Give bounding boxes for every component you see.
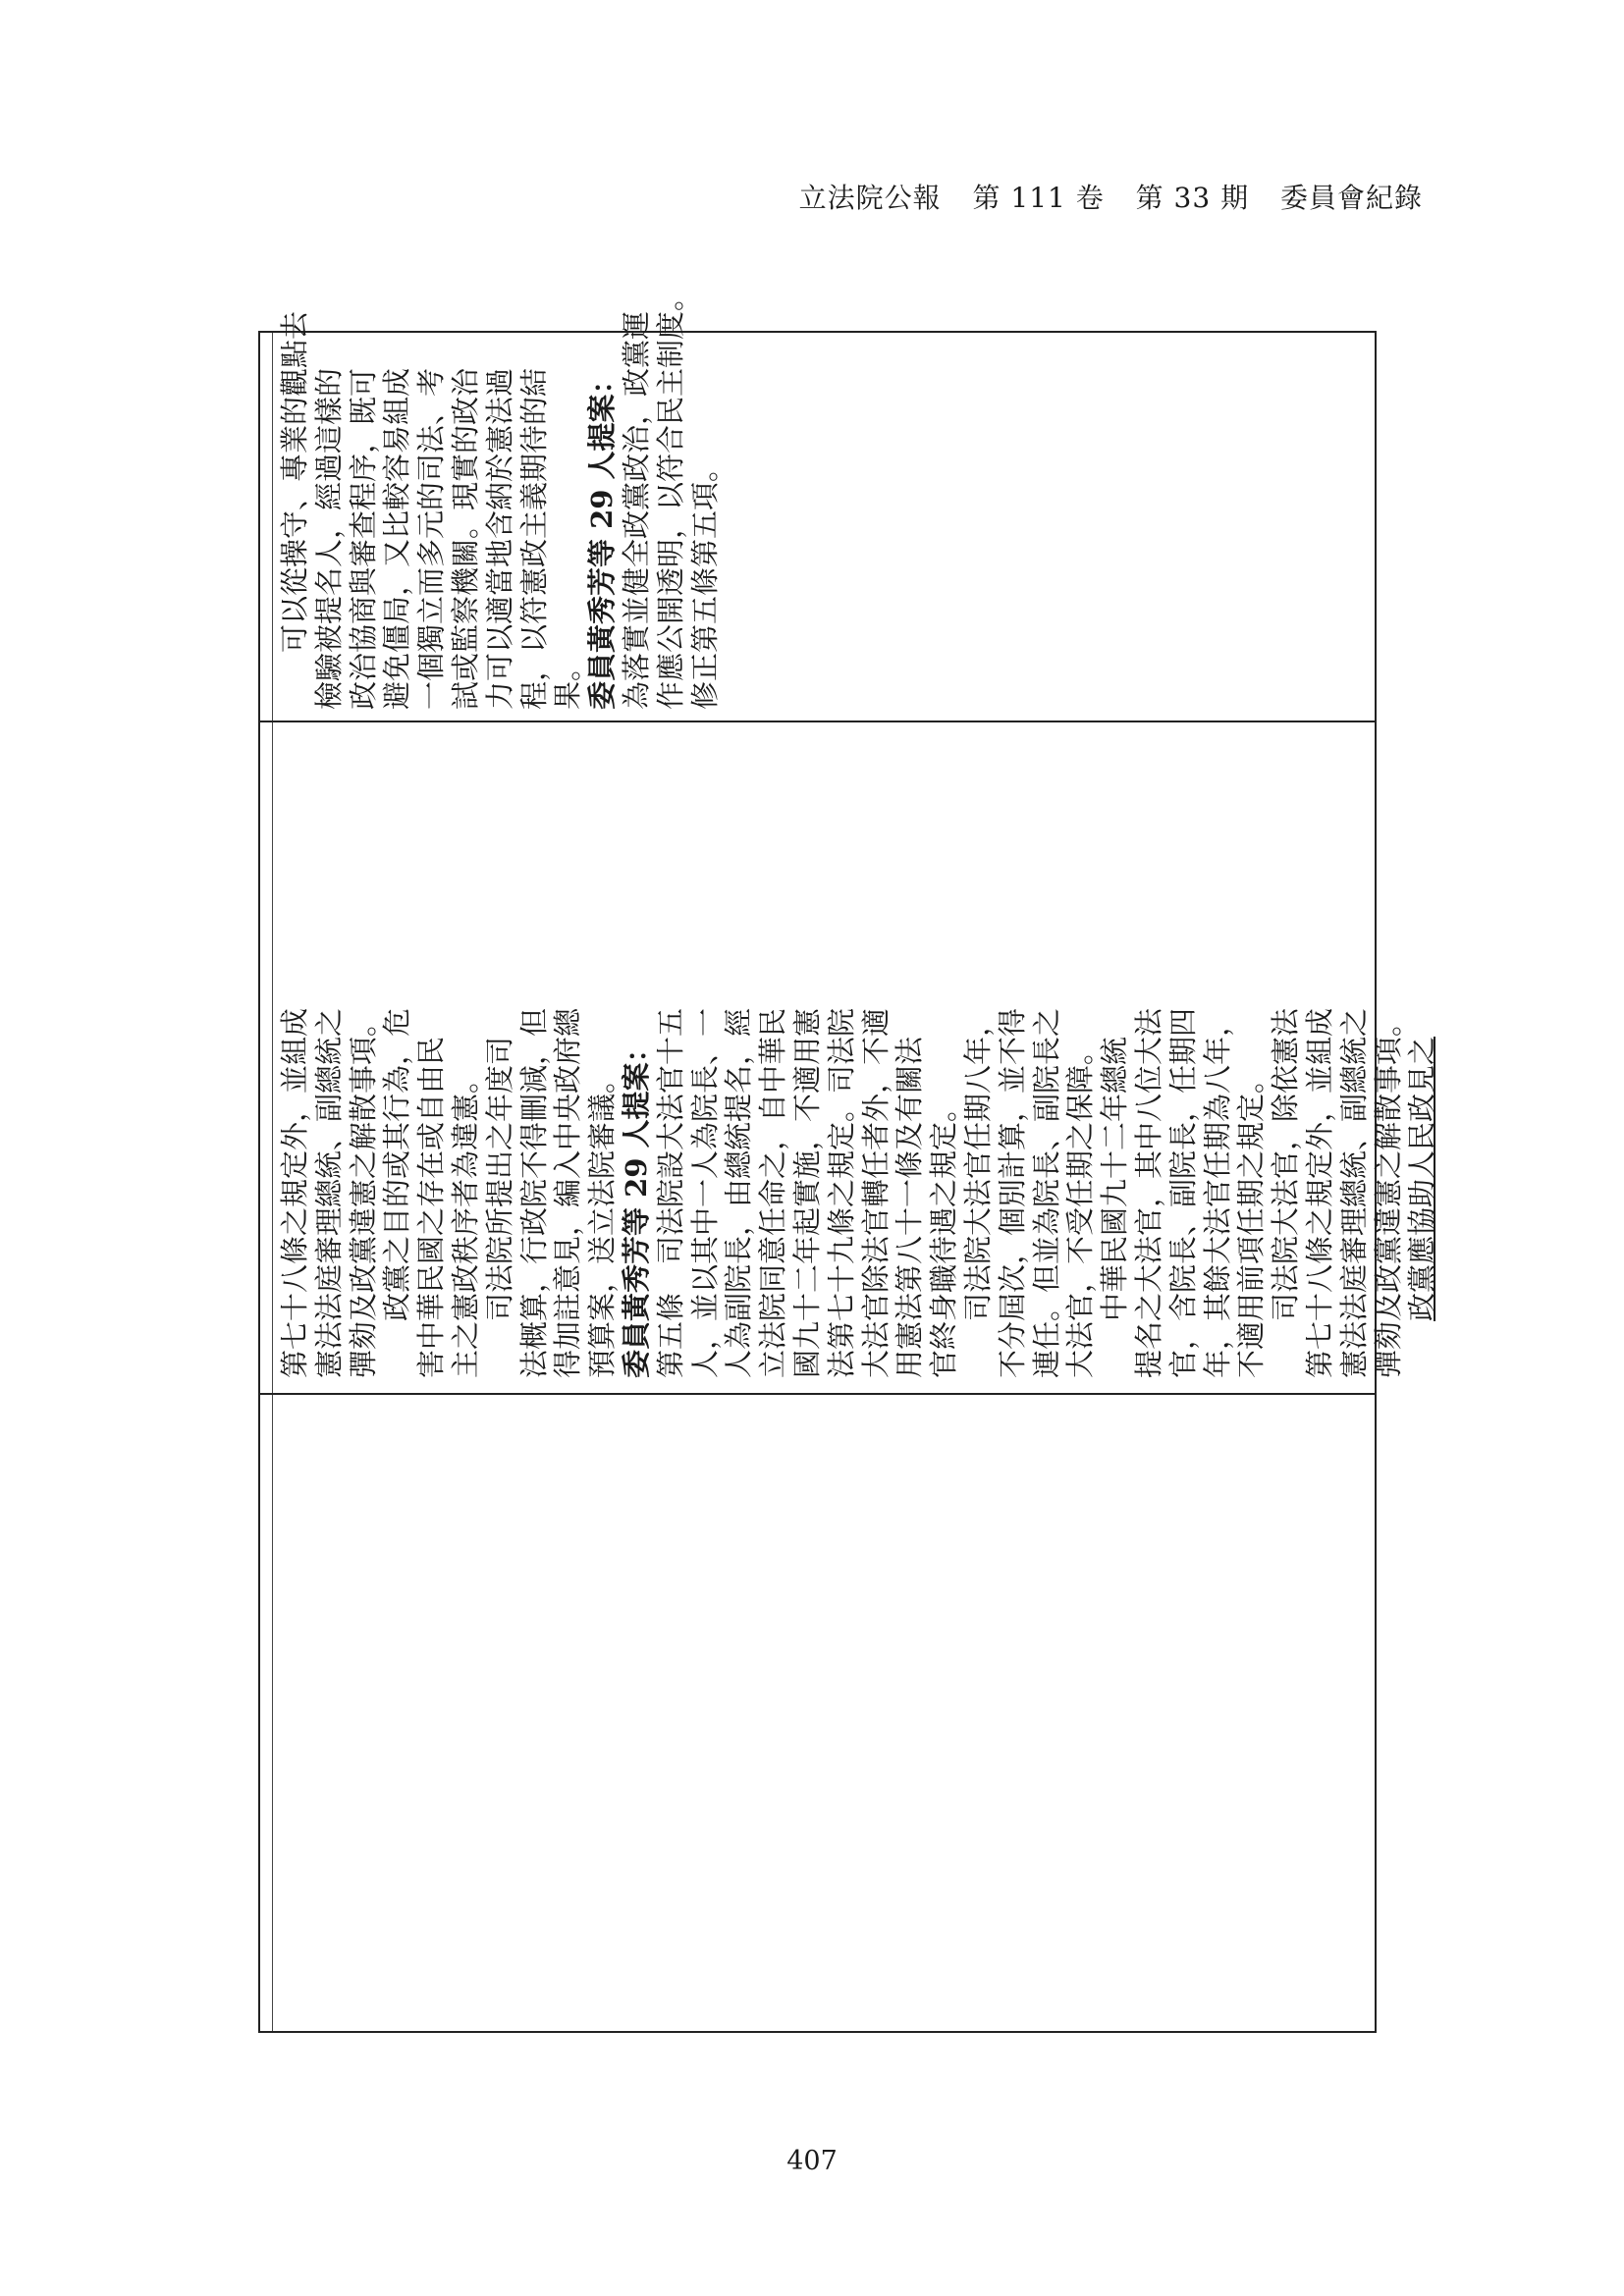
text-line: 作應公開透明，以符合民主制度。 <box>653 282 687 710</box>
text-line: 憲法法庭審理總統、副總統之 <box>1336 1007 1371 1378</box>
comparison-table <box>258 282 1439 2033</box>
text-line: 為落實並健全政黨政治，政黨運 <box>619 310 653 710</box>
text-line: 用憲法第八十一條及有關法 <box>893 1036 927 1378</box>
text-line: 司法院所提出之年度司 <box>482 1036 516 1321</box>
text-line: 司法院大法官，除依憲法 <box>1269 1007 1303 1321</box>
text-line: 害中華民國之存在或自由民 <box>414 1036 449 1378</box>
text-line: 立法院同意任命之，自中華民 <box>756 1007 790 1378</box>
publication-title: 立法院公報 <box>798 182 942 214</box>
text-line: 第七十八條之規定外，並組成 <box>1302 1007 1336 1378</box>
text-line: 修正第五條第五項。 <box>687 453 722 710</box>
amended-text-line: 政黨應協助人民政見之 <box>1405 1036 1439 1321</box>
text-line: 避免僵局，又比較容易組成 <box>380 367 414 710</box>
text-line: 彈劾及政黨違憲之解散事項。 <box>346 1007 380 1378</box>
cell-text-block <box>278 283 722 710</box>
text-line: 中華民國九十二年總統 <box>1098 1036 1132 1321</box>
text-line: 官，含院長、副院長，任期四 <box>1165 1007 1200 1378</box>
text-line: 人為副院長，由總統提名，經 <box>722 1007 756 1378</box>
text-line: 得加註意見，編入中央政府總 <box>551 1007 585 1378</box>
text-line: 試或監察機關。現實的政治 <box>448 367 482 710</box>
text-line: 司法院大法官任期八年， <box>960 1007 995 1321</box>
text-line: 法概算，行政院不得刪減，但 <box>516 1007 551 1378</box>
text-line: 人，並以其中一人為院長、一 <box>687 1007 722 1378</box>
text-line: 力可以適當地含納於憲法過 <box>482 367 516 710</box>
proposal-heading: 委員黃秀芳等 29 人提案： <box>619 1034 653 1378</box>
text-line: 大法官除法官轉任者外，不適 <box>858 1007 893 1378</box>
text-line: 一個獨立而多元的司法、考 <box>414 367 449 710</box>
issue-label: 第 33 期 <box>1135 182 1250 214</box>
text-line: 官終身職待遇之規定。 <box>927 1093 961 1378</box>
text-line: 可以從操守、專業的觀點去 <box>278 310 311 653</box>
text-line: 程，以符憲政主義期待的結 <box>516 367 551 710</box>
text-line: 法第七十九條之規定。司法院 <box>824 1007 858 1378</box>
text-line: 憲法法庭審理總統、副總統之 <box>311 1007 346 1378</box>
text-line: 大法官，不受任期之保障。 <box>1063 1036 1098 1378</box>
page-number: 407 <box>786 2146 838 2176</box>
text-line: 彈劾及政黨違憲之解散事項。 <box>1371 1007 1405 1378</box>
table-cell-explanation <box>260 282 1375 721</box>
table-cell-provisions <box>260 721 1439 1393</box>
section-label: 委員會紀錄 <box>1279 182 1423 214</box>
text-line: 預算案，送立法院審議。 <box>585 1064 620 1378</box>
proposal-heading: 委員黃秀芳等 29 人提案： <box>585 365 620 710</box>
text-line: 不分屆次，個別計算，並不得 <box>995 1007 1029 1378</box>
volume-label: 第 111 卷 <box>972 182 1105 214</box>
page-header <box>799 177 1423 216</box>
article-heading: 第五條 司法院設大法官十五 <box>653 1007 687 1378</box>
text-line: 果。 <box>551 652 585 710</box>
text-line: 第七十八條之規定外，並組成 <box>278 1007 311 1378</box>
text-line: 主之憲政秩序者為違憲。 <box>448 1064 482 1378</box>
text-line: 連任。但並為院長、副院長之 <box>1029 1007 1063 1378</box>
text-line: 國九十二年起實施，不適用憲 <box>789 1007 824 1378</box>
text-line: 檢驗被提名人，經過這樣的 <box>311 367 346 710</box>
text-line: 提名之大法官，其中八位大法 <box>1131 1007 1165 1378</box>
cell-text-block <box>278 1008 1439 1378</box>
text-line: 不適用前項任期之規定。 <box>1234 1064 1269 1378</box>
text-line: 年，其餘大法官任期為八年， <box>1200 1007 1234 1378</box>
text-line: 政治協商與審查程序，既可 <box>346 367 380 710</box>
table-cell-empty <box>260 1393 1375 2031</box>
text-line: 政黨之目的或其行為，危 <box>380 1007 414 1321</box>
